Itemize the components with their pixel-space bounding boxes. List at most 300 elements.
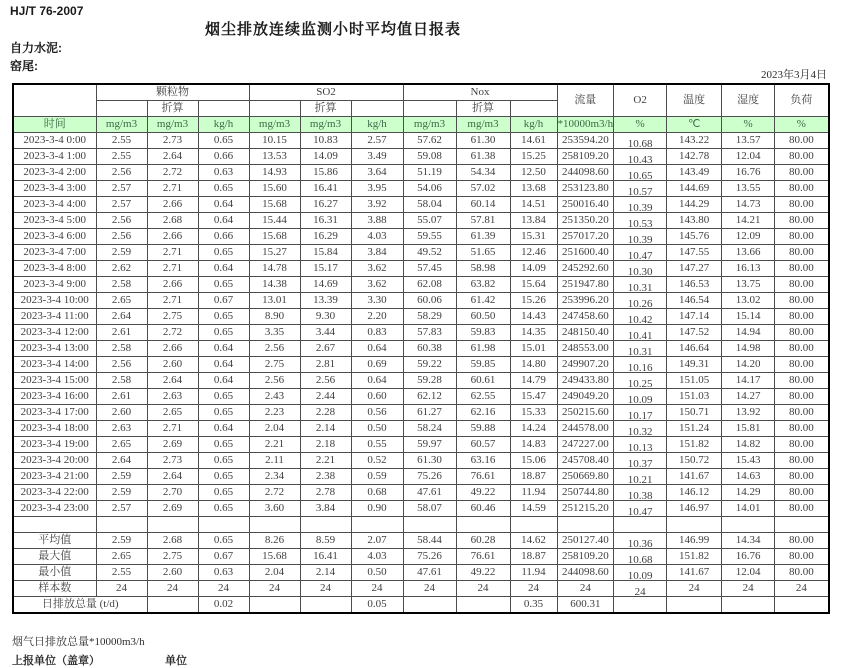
value-text: 58.44 xyxy=(417,534,442,546)
data-row xyxy=(13,325,829,341)
empty-cell xyxy=(722,517,775,533)
value-text: 2.21 xyxy=(264,438,285,450)
value-cell xyxy=(300,309,351,325)
value-text: 10.21 xyxy=(627,474,653,485)
value-cell xyxy=(300,197,351,213)
value-cell xyxy=(96,213,147,229)
value-cell xyxy=(351,325,403,341)
value-text: 247227.00 xyxy=(561,438,609,450)
value-text: 80.00 xyxy=(789,470,814,482)
value-cell xyxy=(403,277,456,293)
time-cell: 2023-3-4 17:00 xyxy=(13,405,96,421)
value-text: 13.39 xyxy=(313,294,338,306)
value-cell xyxy=(403,213,456,229)
value-cell xyxy=(147,469,198,485)
value-text: 3.30 xyxy=(367,294,387,306)
value-cell xyxy=(96,421,147,437)
value-cell xyxy=(249,421,300,437)
value-cell xyxy=(300,389,351,405)
summary-row xyxy=(13,565,829,581)
value-cell xyxy=(722,405,775,421)
value-cell xyxy=(667,325,722,341)
spacer-cell xyxy=(198,101,249,117)
value-cell xyxy=(775,309,829,325)
column-header: O2 xyxy=(614,84,667,117)
value-cell xyxy=(557,469,614,485)
value-text: 15.25 xyxy=(521,150,546,162)
value-text: 0.65 xyxy=(213,502,234,514)
summary-value xyxy=(147,533,198,549)
value-text: 151.24 xyxy=(679,422,710,434)
value-cell xyxy=(96,245,147,261)
data-row xyxy=(13,469,829,485)
value-cell xyxy=(667,277,722,293)
value-text: 2.56 xyxy=(111,166,132,178)
value-text: 10.57 xyxy=(627,186,653,197)
value-text: 2.56 xyxy=(315,374,336,386)
value-text: 16.41 xyxy=(313,550,338,562)
value-text: 47.61 xyxy=(417,566,442,578)
value-text: 10.68 xyxy=(627,138,653,149)
value-text: 0.68 xyxy=(367,486,387,498)
unit-cell: mg/m3 xyxy=(456,117,510,133)
value-cell xyxy=(198,165,249,181)
value-text: 244578.00 xyxy=(561,422,609,434)
value-text: 2.18 xyxy=(315,438,336,450)
value-cell xyxy=(351,485,403,501)
value-text: 57.83 xyxy=(417,326,442,338)
value-text: 11.94 xyxy=(521,566,546,578)
value-text: 10.30 xyxy=(627,266,653,277)
value-text: 147.52 xyxy=(679,326,710,338)
summary-value xyxy=(300,549,351,565)
column-header: 温度 xyxy=(667,84,722,117)
unit-cell: % xyxy=(722,117,775,133)
value-cell xyxy=(722,229,775,245)
value-cell xyxy=(403,341,456,357)
value-cell xyxy=(510,213,557,229)
value-text: 143.22 xyxy=(679,134,710,146)
value-text: 2.71 xyxy=(162,182,183,194)
value-text: 2.60 xyxy=(162,566,183,578)
value-text: 10.47 xyxy=(627,250,653,261)
value-text: 10.43 xyxy=(627,154,653,165)
value-text: 47.61 xyxy=(417,486,442,498)
value-cell xyxy=(456,485,510,501)
value-text: 80.00 xyxy=(789,534,814,546)
value-text: 2.23 xyxy=(264,406,285,418)
value-text: 13.75 xyxy=(735,278,761,290)
data-row xyxy=(13,133,829,149)
value-cell xyxy=(147,485,198,501)
empty-cell xyxy=(667,517,722,533)
value-cell xyxy=(510,309,557,325)
value-cell xyxy=(510,469,557,485)
value-text: 2.56 xyxy=(264,342,285,354)
value-text: 14.62 xyxy=(521,534,546,546)
value-text: 0.64 xyxy=(367,374,387,386)
value-cell xyxy=(96,229,147,245)
value-text: 57.81 xyxy=(470,214,496,226)
time-cell: 2023-3-4 18:00 xyxy=(13,421,96,437)
empty-cell xyxy=(249,517,300,533)
value-text: 12.50 xyxy=(521,166,546,178)
value-cell xyxy=(198,453,249,469)
value-text: 3.88 xyxy=(367,214,387,226)
value-cell xyxy=(403,197,456,213)
value-text: 24 xyxy=(371,582,383,594)
value-text: 14.59 xyxy=(521,502,546,514)
summary-value xyxy=(96,533,147,549)
value-text: 24 xyxy=(634,586,646,597)
value-text: 80.00 xyxy=(789,326,814,338)
value-text: 2.65 xyxy=(111,550,132,562)
unit-cell: % xyxy=(775,117,829,133)
value-text: 0.67 xyxy=(213,294,234,306)
value-text: 0.56 xyxy=(367,406,387,418)
value-cell xyxy=(456,373,510,389)
value-cell xyxy=(557,181,614,197)
value-text: 80.00 xyxy=(789,294,814,306)
value-cell xyxy=(147,261,198,277)
value-text: 15.01 xyxy=(521,342,546,354)
value-text: 8.26 xyxy=(264,534,285,546)
value-text: 13.57 xyxy=(735,134,761,146)
value-text: 10.13 xyxy=(627,442,653,453)
value-cell xyxy=(722,485,775,501)
value-cell xyxy=(722,133,775,149)
value-text: 80.00 xyxy=(789,182,814,194)
time-cell: 2023-3-4 9:00 xyxy=(13,277,96,293)
value-text: 10.41 xyxy=(627,330,653,341)
value-text: 24 xyxy=(795,582,807,594)
value-text: 2.64 xyxy=(162,374,183,386)
value-text: 15.60 xyxy=(262,182,287,194)
value-cell xyxy=(249,197,300,213)
value-cell xyxy=(96,181,147,197)
value-text: 60.14 xyxy=(470,198,496,210)
value-text: 141.67 xyxy=(679,566,710,578)
value-text: 58.98 xyxy=(470,262,496,274)
value-cell xyxy=(456,501,510,517)
value-text: 151.05 xyxy=(679,374,710,386)
value-text: 0.50 xyxy=(367,566,387,578)
value-text: 24 xyxy=(477,582,489,594)
value-text: 2.44 xyxy=(315,390,336,402)
value-cell xyxy=(722,197,775,213)
data-row xyxy=(13,389,829,405)
unit-cell: ℃ xyxy=(667,117,722,133)
value-text: 61.39 xyxy=(470,230,496,242)
value-text: 2.20 xyxy=(367,310,387,322)
value-cell xyxy=(403,165,456,181)
value-text: 10.39 xyxy=(627,202,653,213)
value-text: 2.14 xyxy=(315,566,336,578)
value-cell xyxy=(249,309,300,325)
data-row xyxy=(13,341,829,357)
value-text: 57.02 xyxy=(470,182,496,194)
value-cell xyxy=(456,421,510,437)
value-text: 24 xyxy=(528,582,539,594)
value-cell xyxy=(722,309,775,325)
value-text: 2.66 xyxy=(162,230,183,242)
value-cell xyxy=(557,325,614,341)
standard-number: HJ/T 76-2007 xyxy=(10,4,84,18)
data-row xyxy=(13,245,829,261)
value-text: 14.51 xyxy=(521,198,546,210)
daily-total-value xyxy=(300,597,351,614)
value-text: 0.67 xyxy=(213,550,234,562)
value-text: 2.56 xyxy=(111,214,132,226)
value-text: 13.01 xyxy=(262,294,287,306)
value-cell xyxy=(351,197,403,213)
value-text: 258109.20 xyxy=(561,150,609,162)
summary-value xyxy=(510,533,557,549)
time-cell: 2023-3-4 3:00 xyxy=(13,181,96,197)
value-text: 2.61 xyxy=(111,390,132,402)
value-text: 2.21 xyxy=(315,454,336,466)
value-text: 0.50 xyxy=(367,422,387,434)
summary-value xyxy=(456,565,510,581)
value-cell xyxy=(775,213,829,229)
value-text: 2.81 xyxy=(315,358,336,370)
value-text: 10.65 xyxy=(627,170,653,181)
value-cell xyxy=(147,501,198,517)
value-text: 2.63 xyxy=(111,422,132,434)
summary-value xyxy=(249,581,300,597)
summary-value xyxy=(667,565,722,581)
value-text: 14.80 xyxy=(521,358,546,370)
value-text: 10.42 xyxy=(627,314,653,325)
value-cell xyxy=(614,373,667,389)
value-text: 2.75 xyxy=(162,310,183,322)
value-text: 2.66 xyxy=(162,342,183,354)
value-text: 0.90 xyxy=(367,502,387,514)
value-text: 76.61 xyxy=(470,550,496,562)
value-text: 0.65 xyxy=(213,182,234,194)
daily-total-value xyxy=(614,597,667,614)
value-text: 4.03 xyxy=(367,550,387,562)
value-cell xyxy=(249,261,300,277)
value-cell xyxy=(351,277,403,293)
value-text: 15.27 xyxy=(262,246,287,258)
value-text: 80.00 xyxy=(789,342,814,354)
value-cell xyxy=(722,357,775,373)
empty-cell xyxy=(96,517,147,533)
value-cell xyxy=(614,213,667,229)
value-text: 59.55 xyxy=(417,230,442,242)
value-cell xyxy=(147,133,198,149)
value-cell xyxy=(147,309,198,325)
value-text: 2.64 xyxy=(111,454,132,466)
value-cell xyxy=(510,389,557,405)
value-text: 2.61 xyxy=(111,326,132,338)
value-text: 80.00 xyxy=(789,198,814,210)
value-text: 16.29 xyxy=(313,230,338,242)
daily-total-value xyxy=(403,597,456,614)
value-cell xyxy=(198,309,249,325)
summary-label: 最大值 xyxy=(13,549,96,565)
value-cell xyxy=(96,389,147,405)
value-text: 10.09 xyxy=(627,570,653,581)
daily-total-value xyxy=(456,597,510,614)
unit-cell: *10000m3/h xyxy=(557,117,614,133)
value-text: 61.30 xyxy=(470,134,496,146)
summary-value xyxy=(614,549,667,565)
summary-value xyxy=(667,533,722,549)
summary-value xyxy=(403,533,456,549)
spacer-cell xyxy=(351,101,403,117)
summary-value xyxy=(351,533,403,549)
value-text: 51.19 xyxy=(417,166,442,178)
value-text: 24 xyxy=(579,582,591,594)
time-cell: 2023-3-4 16:00 xyxy=(13,389,96,405)
value-cell xyxy=(300,229,351,245)
value-cell xyxy=(147,229,198,245)
value-cell xyxy=(403,133,456,149)
summary-value xyxy=(249,549,300,565)
summary-value xyxy=(403,565,456,581)
value-cell xyxy=(300,469,351,485)
value-text: 0.65 xyxy=(213,134,234,146)
value-cell xyxy=(614,261,667,277)
value-text: 62.08 xyxy=(417,278,442,290)
value-text: 61.98 xyxy=(470,342,496,354)
value-text: 10.32 xyxy=(627,426,653,437)
value-cell xyxy=(775,437,829,453)
value-cell xyxy=(456,293,510,309)
value-cell xyxy=(403,229,456,245)
value-text: 24 xyxy=(742,582,754,594)
value-cell xyxy=(722,389,775,405)
value-cell xyxy=(249,485,300,501)
value-cell xyxy=(249,133,300,149)
summary-label: 最小值 xyxy=(13,565,96,581)
value-text: 60.57 xyxy=(470,438,496,450)
value-cell xyxy=(775,325,829,341)
data-row xyxy=(13,501,829,517)
empty-cell xyxy=(147,517,198,533)
value-cell xyxy=(300,405,351,421)
value-cell xyxy=(249,229,300,245)
value-text: 10.39 xyxy=(627,234,653,245)
value-text: 149.31 xyxy=(679,358,710,370)
value-text: 10.25 xyxy=(627,378,653,389)
value-text: 18.87 xyxy=(521,470,546,482)
time-cell: 2023-3-4 1:00 xyxy=(13,149,96,165)
value-cell xyxy=(614,309,667,325)
value-cell xyxy=(510,485,557,501)
value-text: 2.62 xyxy=(111,262,132,274)
summary-value xyxy=(403,581,456,597)
time-cell: 2023-3-4 15:00 xyxy=(13,373,96,389)
value-text: 248150.40 xyxy=(561,326,609,338)
value-text: 80.00 xyxy=(789,406,814,418)
value-text: 2.59 xyxy=(111,246,132,258)
value-text: 244098.60 xyxy=(561,566,609,578)
value-text: 14.94 xyxy=(735,326,761,338)
value-text: 63.82 xyxy=(470,278,496,290)
value-cell xyxy=(775,421,829,437)
time-cell: 2023-3-4 21:00 xyxy=(13,469,96,485)
value-text: 14.27 xyxy=(735,390,761,402)
time-cell: 2023-3-4 13:00 xyxy=(13,341,96,357)
value-text: 10.16 xyxy=(627,362,653,373)
value-text: 13.92 xyxy=(735,406,761,418)
value-text: 2.55 xyxy=(111,134,132,146)
value-text: 12.09 xyxy=(735,230,761,242)
value-cell xyxy=(510,245,557,261)
value-cell xyxy=(249,325,300,341)
value-text: 59.28 xyxy=(417,374,442,386)
value-cell xyxy=(403,437,456,453)
value-text: 250215.60 xyxy=(561,406,609,418)
value-text: 10.68 xyxy=(627,554,653,565)
value-text: 61.30 xyxy=(417,454,442,466)
value-cell xyxy=(456,149,510,165)
summary-value xyxy=(96,581,147,597)
value-text: 250669.80 xyxy=(561,470,609,482)
value-text: 62.16 xyxy=(470,406,496,418)
value-cell xyxy=(557,261,614,277)
report-date: 2023年3月4日 xyxy=(761,69,827,81)
value-cell xyxy=(300,501,351,517)
summary-value xyxy=(249,533,300,549)
value-cell xyxy=(614,501,667,517)
value-cell xyxy=(198,181,249,197)
value-cell xyxy=(614,181,667,197)
value-cell xyxy=(147,181,198,197)
value-cell xyxy=(557,405,614,421)
value-cell xyxy=(351,133,403,149)
value-cell xyxy=(147,165,198,181)
value-text: 143.80 xyxy=(679,214,710,226)
value-cell xyxy=(300,133,351,149)
value-text: 3.35 xyxy=(264,326,285,338)
value-cell xyxy=(300,213,351,229)
value-text: 2.58 xyxy=(111,278,132,290)
summary-row xyxy=(13,581,829,597)
value-cell xyxy=(198,469,249,485)
value-cell xyxy=(147,277,198,293)
value-cell xyxy=(351,453,403,469)
daily-total-value: 600.31 xyxy=(557,597,614,614)
value-cell xyxy=(722,341,775,357)
value-text: 0.65 xyxy=(213,470,234,482)
value-cell xyxy=(557,309,614,325)
value-cell xyxy=(614,453,667,469)
value-cell xyxy=(147,341,198,357)
daily-total-value xyxy=(667,597,722,614)
value-cell xyxy=(775,501,829,517)
value-text: 0.65 xyxy=(213,406,234,418)
value-cell xyxy=(96,357,147,373)
value-cell xyxy=(300,341,351,357)
value-cell xyxy=(198,213,249,229)
value-text: 253594.20 xyxy=(561,134,609,146)
value-text: 14.34 xyxy=(735,534,761,546)
value-text: 2.57 xyxy=(367,134,387,146)
value-text: 0.52 xyxy=(367,454,387,466)
empty-cell xyxy=(403,517,456,533)
value-cell xyxy=(147,389,198,405)
value-text: 2.38 xyxy=(315,470,336,482)
value-text: 60.61 xyxy=(470,374,496,386)
value-cell xyxy=(403,245,456,261)
value-cell xyxy=(614,341,667,357)
value-text: 0.66 xyxy=(213,230,234,242)
value-text: 80.00 xyxy=(789,150,814,162)
